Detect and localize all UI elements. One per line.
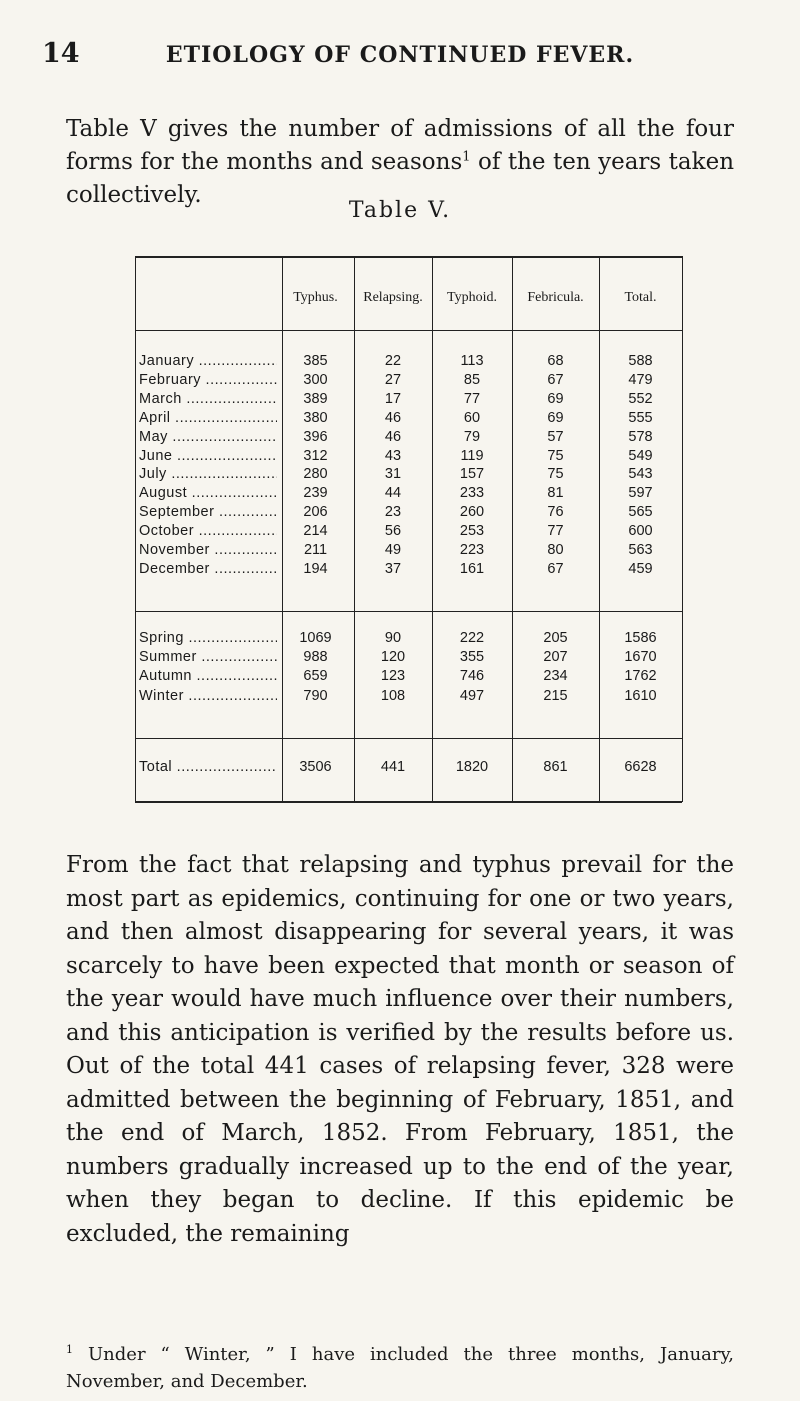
table-cell: 108 (380, 687, 406, 704)
table-cell: 75 (547, 447, 564, 464)
table-cell: 459 (628, 560, 653, 577)
footnote-number: 1 (66, 1343, 73, 1356)
row-label: Spring ..... (139, 630, 277, 646)
table-cell: 1762 (624, 668, 657, 685)
row-label: July ..... (139, 466, 277, 482)
table-cell: 214 (303, 523, 328, 540)
row-label: Total ..... (139, 759, 277, 775)
table-row (135, 353, 682, 373)
table-rule-right (682, 256, 683, 802)
table-row (135, 504, 682, 524)
table-row (135, 448, 682, 468)
table-cell: 988 (303, 649, 328, 666)
table-cell: 90 (384, 630, 402, 646)
row-label: August ..... (139, 485, 277, 501)
table-cell: 22 (384, 353, 402, 369)
table-row (135, 391, 682, 411)
table-row (135, 466, 682, 486)
table-cell: 119 (460, 447, 484, 464)
table-cell: 120 (380, 649, 406, 666)
table-cell: 23 (384, 504, 402, 521)
header-relapsing: Relapsing. (363, 290, 423, 305)
table-cell: 46 (384, 428, 402, 445)
table-cell: 389 (303, 390, 328, 407)
body-paragraph: From the fact that relapsing and typhus prevail for the most part as epidemics, continuing for one or two years, and then almost disappearing for several years, it was scarcely to have been expected that month or season of the year would have much influence over their numbers, and this anticipation is verified by the results before us. Out of the total 441 cases of relapsing fever, 328 were admitted between the beginning of February, 1851, and the end of March, 1852. From February, 1851, the numbers gradually increased up to the end of the year, when they began to decline. If this epidemic be excluded, the remaining (66, 852, 734, 1247)
table-row (135, 372, 682, 392)
table-cell: 123 (380, 668, 406, 685)
table-cell: 600 (628, 523, 653, 540)
table-cell: 861 (543, 759, 568, 775)
table-cell: 77 (547, 523, 564, 540)
row-label: January ..... (139, 353, 277, 369)
table-cell: 75 (547, 466, 564, 483)
table-row (135, 561, 682, 581)
running-title: ETIOLOGY OF CONTINUED FEVER. (165, 42, 635, 68)
row-label: June ..... (139, 448, 277, 464)
table-cell: 479 (628, 371, 653, 388)
table-cell: 76 (547, 504, 564, 521)
table-cell: 3506 (299, 759, 332, 775)
table-cell: 31 (384, 466, 402, 483)
total-row (135, 759, 682, 779)
header-febricula: Febricula. (527, 290, 584, 305)
row-label: November ..... (139, 542, 277, 558)
table-row (135, 410, 682, 430)
table-cell: 207 (543, 649, 568, 666)
table-cell: 46 (384, 409, 402, 426)
page-header (42, 38, 758, 78)
table-cell: 746 (459, 668, 485, 685)
table-cell: 215 (543, 687, 568, 704)
table-cell: 113 (460, 353, 484, 369)
table-cell: 17 (384, 390, 402, 407)
table-cell: 555 (628, 409, 653, 426)
intro-text-end: of the ten years taken collectively. (66, 149, 735, 208)
table-cell: 77 (463, 390, 481, 407)
table-cell: 1586 (624, 630, 657, 646)
table-cell: 206 (303, 504, 328, 521)
table-cell: 1670 (624, 649, 657, 666)
table-cell: 56 (384, 523, 402, 540)
header-total: Total. (624, 290, 657, 305)
table-cell: 68 (547, 353, 564, 369)
table-row (135, 668, 682, 688)
table-cell: 234 (543, 668, 568, 685)
table-cell: 80 (547, 542, 564, 558)
table-cell: 1820 (455, 759, 489, 775)
table-cell: 549 (628, 447, 653, 464)
table-cell: 222 (459, 630, 485, 646)
table-cell: 223 (459, 542, 485, 558)
footnote-marker: 1 (462, 149, 471, 165)
table-cell: 43 (384, 447, 402, 464)
row-label: Summer ..... (139, 649, 277, 665)
table-row (135, 429, 682, 449)
footnote (66, 1336, 734, 1395)
row-label: February ..... (139, 372, 277, 388)
row-label: Autumn ..... (139, 668, 277, 684)
table-row (135, 485, 682, 505)
header-typhoid: Typhoid. (447, 290, 497, 305)
table-row (135, 688, 682, 708)
table-cell: 260 (459, 504, 485, 521)
table-cell: 37 (384, 560, 402, 577)
table-cell: 1610 (624, 687, 657, 704)
table-cell: 441 (380, 759, 406, 775)
table-cell: 233 (459, 485, 485, 502)
row-label: December ..... (139, 561, 277, 577)
table-cell: 194 (303, 560, 328, 577)
table-cell: 380 (303, 409, 328, 426)
table-cell: 588 (628, 353, 653, 369)
row-label: April ..... (139, 410, 277, 426)
table-cell: 578 (628, 428, 653, 445)
table-cell: 67 (547, 560, 564, 577)
footnote-text: Under “ Winter, ” I have included the three months, January, November, and December. (66, 1344, 734, 1392)
table-cell: 67 (547, 371, 564, 388)
table-cell: 280 (303, 466, 328, 483)
table-cell: 211 (303, 542, 328, 558)
table-cell: 253 (459, 523, 485, 540)
table-cell: 312 (303, 447, 328, 464)
table-cell: 396 (303, 428, 328, 445)
table-row (135, 649, 682, 669)
table-cell: 69 (547, 409, 564, 426)
row-label: September ..... (139, 504, 277, 520)
table-cell: 385 (303, 353, 328, 369)
header-typhus: Typhus. (293, 290, 338, 305)
table-cell: 49 (384, 542, 402, 558)
table-cell: 1069 (299, 630, 332, 646)
table-cell: 81 (547, 485, 564, 502)
row-label: October ..... (139, 523, 277, 539)
table-title: Table V. (348, 198, 452, 223)
table-cell: 27 (384, 371, 402, 388)
table-cell: 79 (463, 428, 481, 445)
table-cell: 543 (628, 466, 653, 483)
table-cell: 659 (303, 668, 328, 685)
row-label: March ..... (139, 391, 277, 407)
table-cell: 497 (459, 687, 485, 704)
admissions-table (135, 256, 682, 802)
table-cell: 790 (303, 687, 328, 704)
row-label: May ..... (139, 429, 277, 445)
table-cell: 69 (547, 390, 564, 407)
row-label: Winter ..... (139, 688, 277, 704)
table-cell: 565 (628, 504, 653, 521)
table-cell: 239 (303, 485, 328, 502)
table-cell: 57 (547, 428, 564, 445)
table-row (135, 542, 682, 562)
table-row (135, 523, 682, 543)
table-cell: 552 (628, 390, 653, 407)
table-row (135, 630, 682, 650)
table-cell: 60 (463, 409, 481, 426)
table-cell: 597 (628, 485, 653, 502)
intro-text: Table V gives the number of admissions of all the four forms for the months and seasons (66, 116, 734, 175)
table-cell: 44 (384, 485, 402, 502)
table-cell: 205 (543, 630, 568, 646)
table-cell: 563 (628, 542, 653, 558)
table-cell: 85 (463, 371, 481, 388)
table-cell: 300 (303, 371, 328, 388)
page-number: 14 (42, 38, 80, 69)
table-cell: 157 (459, 466, 485, 483)
table-cell: 355 (459, 649, 485, 666)
table-cell: 161 (459, 560, 485, 577)
table-cell: 6628 (624, 759, 657, 775)
